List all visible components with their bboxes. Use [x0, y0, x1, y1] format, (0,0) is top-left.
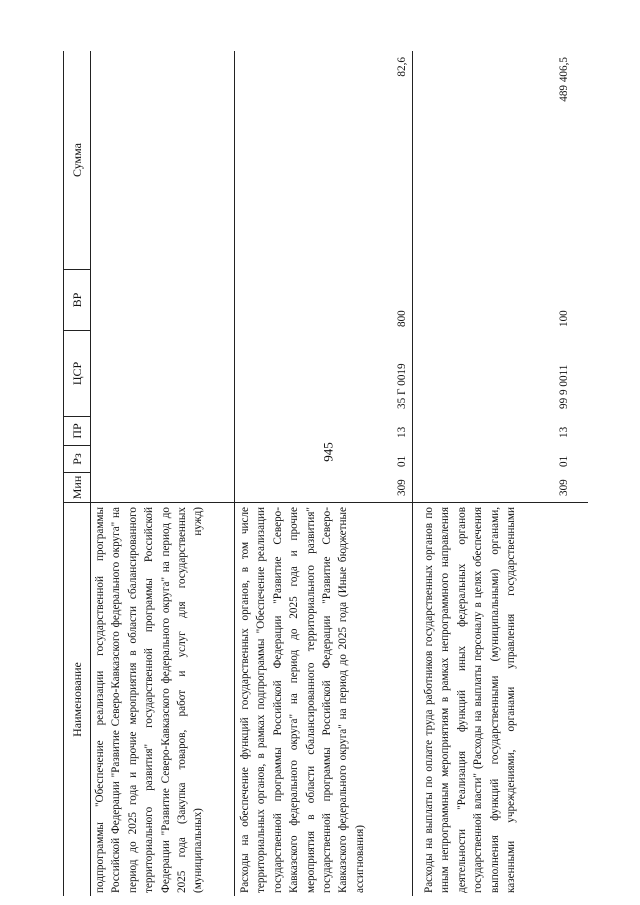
- header-csr: ЦСР: [64, 331, 90, 417]
- row-min: 309: [558, 479, 570, 496]
- row-sum: 489 406,5: [558, 57, 570, 102]
- row-name: Расходы на выплаты по оплате труда работников государственных органов по иным непрограммным мероприятиям в рамках непрограммного направления деятельности "Реализация функций иных федеральных органов государственной власти" (Расходы на выплаты персоналу в целях обеспечения выполнения функций государственными (муниципальными) органами, казенными учреждениями, органами управления государственными: [423, 507, 518, 893]
- row-csr-cell: [235, 331, 412, 417]
- row-vr-cell: [235, 270, 412, 331]
- row-min: 309: [396, 479, 408, 496]
- row-vr: 100: [558, 310, 570, 327]
- row-rz-cell: [413, 446, 588, 473]
- row-pr: 13: [396, 426, 408, 438]
- row-rz: 01: [558, 455, 570, 467]
- row-rz: 01: [396, 455, 408, 467]
- header-rz: Рз: [64, 446, 90, 473]
- header-vr: ВР: [64, 270, 90, 331]
- row-csr: 99 9 0011: [558, 364, 570, 409]
- row-pr-cell: [235, 417, 412, 446]
- row-name: Расходы на обеспечение функций государственных органов, в том числе территориальных органов, в рамках подпрограммы "Обеспечение реализации государственной программы Российской Федерации "Развитие Северо-Кавказского федерального округа" на период до 2025 года и прочие мероприятия в области сбалансированного территориального развития" государственной программы Российской Федерации "Развитие Северо-Кавказского федерального округа" на период до 2025 года (Иные бюджетные ассигнования): [239, 507, 366, 893]
- row-vr-cell: [90, 270, 234, 331]
- row-min-cell: [235, 473, 412, 503]
- table-row: [235, 51, 413, 896]
- header-sum: Сумма: [64, 51, 90, 270]
- row-rz-cell: [90, 446, 234, 473]
- row-pr-cell: [413, 417, 588, 446]
- table-row: [90, 51, 235, 896]
- row-min-cell: [90, 473, 234, 503]
- row-csr-cell: [413, 331, 588, 417]
- row-csr-cell: [90, 331, 234, 417]
- row-sum: 82,6: [396, 57, 408, 77]
- header-min: Мин: [64, 473, 90, 503]
- row-rz-cell: [235, 446, 412, 473]
- page-number: 945: [320, 442, 336, 462]
- table-header-row: [63, 51, 91, 896]
- header-pr: ПР: [64, 417, 90, 446]
- table-row: [413, 51, 588, 896]
- row-min-cell: [413, 473, 588, 503]
- row-pr: 13: [558, 426, 570, 438]
- row-vr: 800: [396, 310, 408, 327]
- row-sum-cell: [235, 51, 412, 270]
- row-pr-cell: [90, 417, 234, 446]
- row-sum-cell: [413, 51, 588, 270]
- row-sum-cell: [90, 51, 234, 270]
- rotated-table: [63, 51, 588, 896]
- row-name: подпрограммы "Обеспечение реализации государственной программы Российской Федерации "Развитие Северо-Кавказского федерального округа" на период до 2025 года и прочие мероприятия в области сбалансированного территориального развития" государственной программы Российской Федерации "Развитие Северо-Кавказского федерального округа" на период до 2025 года (Закупка товаров, работ и услуг для государственных (муниципальных) нужд): [94, 507, 205, 893]
- row-csr: 35 Г 0019: [396, 363, 408, 409]
- row-vr-cell: [413, 270, 588, 331]
- header-name: Наименование: [69, 662, 84, 737]
